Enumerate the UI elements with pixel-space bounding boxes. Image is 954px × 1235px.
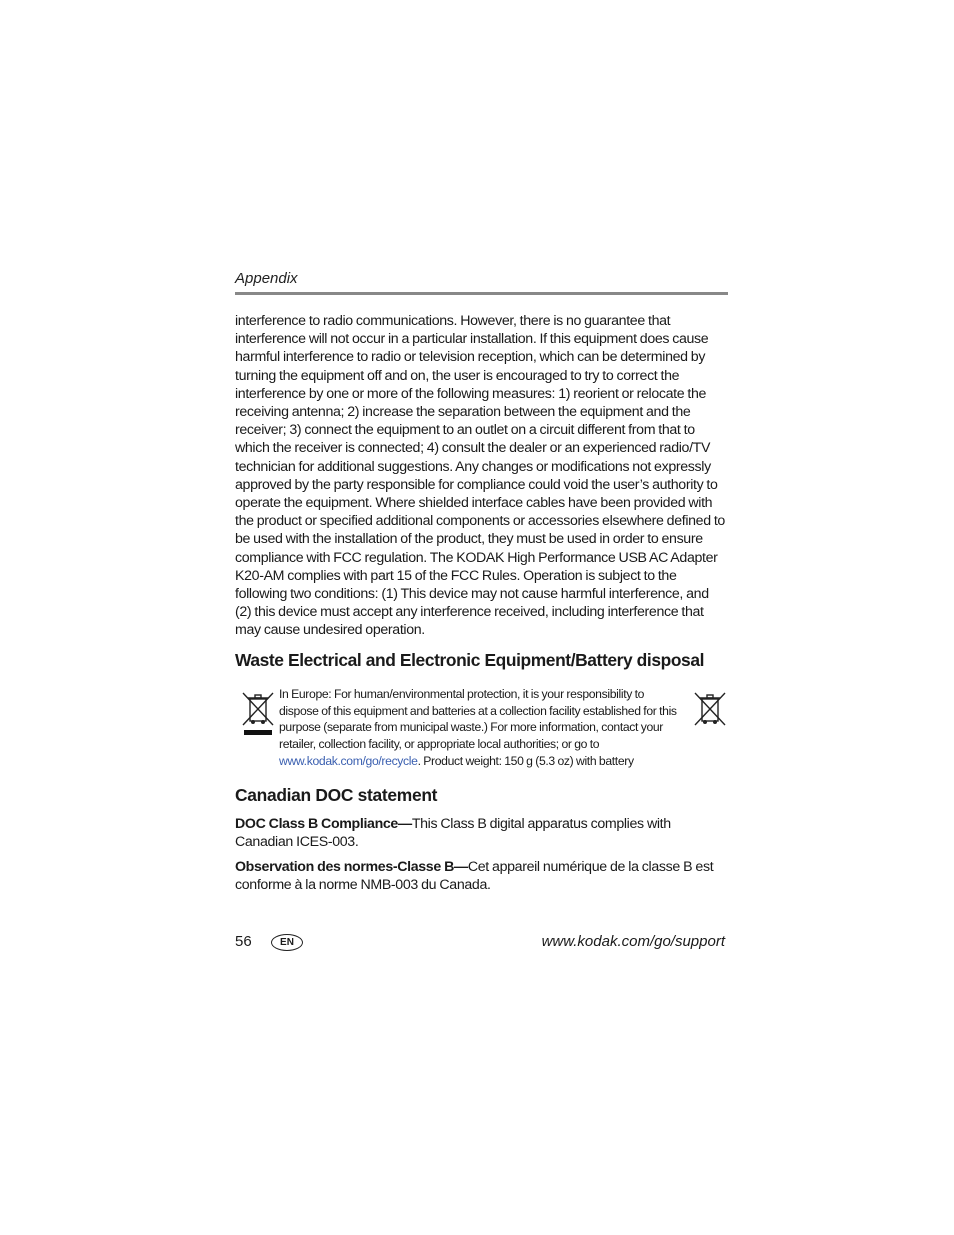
- fcc-paragraph: interference to radio communications. However, there is no guarantee that interference will not occur in a particular installation. If this equipment does cause harmful interference to radio or television reception, which can be determined by turning the equipment off and on, the user is encouraged to try to correct the interference by one or more of the following measures: 1) reorient or relocate the receiving antenna; 2) increase the separation between the equipment and the receiver; 3) connect the equipment to an outlet on a circuit different from that to which the receiver is connected; 4) consult the dealer or an experienced radio/TV technician for additional suggestions. Any changes or modifications not expressly approved by the party responsible for compliance could void the user’s authority to operate the equipment. Where shielded interface cables have been provided with the product or specified additional components or accessories elsewhere defined to be used with the installation of the product, they must be used in order to ensure compliance with FCC regulation. The KODAK High Performance USB AC Adapter K20-AM complies with part 15 of the FCC Rules. Operation is subject to the following two conditions: (1) This device may not cause harmful interference, and (2) this device must accept any interference received, including interference that may cause undesired operation.: [235, 313, 725, 639]
- doc-class-b-label: DOC Class B Compliance—: [235, 816, 412, 832]
- observation-normes-paragraph: [235, 858, 727, 894]
- support-url[interactable]: www.kodak.com/go/support: [541, 933, 725, 950]
- crossed-bin-icon: [693, 691, 727, 737]
- observation-normes-text: Cet appareil numérique de la classe B est conforme à la norme NMB-003 du Canada.: [235, 859, 714, 894]
- weee-text-part1: In Europe: For human/environmental protection, it is your responsibility to dispose of this equipment and batteries at a collection facility established for this purpose (separate from municipal waste.) For more information, contact your retailer, collection facility, or appropriate local authorities; or go to: [279, 687, 677, 752]
- page-number: 56: [235, 933, 252, 950]
- language-badge: EN: [271, 934, 303, 951]
- recycle-link[interactable]: www.kodak.com/go/recycle: [279, 753, 418, 768]
- weee-notice: [235, 686, 727, 776]
- crossed-bin-icon: [241, 691, 275, 737]
- running-header: Appendix: [235, 270, 298, 287]
- header-rule: [235, 292, 728, 295]
- canadian-doc-heading: Canadian DOC statement: [235, 785, 438, 805]
- doc-class-b-paragraph: [235, 815, 727, 851]
- weee-heading: Waste Electrical and Electronic Equipment/Battery disposal: [235, 650, 705, 670]
- weee-text: [279, 686, 683, 770]
- doc-class-b-text: This Class B digital apparatus complies with Canadian ICES-003.: [235, 816, 671, 851]
- page-footer: [235, 930, 727, 954]
- weee-text-part2: . Product weight: 150 g (5.3 oz) with battery: [417, 753, 634, 768]
- observation-normes-label: Observation des normes-Classe B—: [235, 859, 468, 875]
